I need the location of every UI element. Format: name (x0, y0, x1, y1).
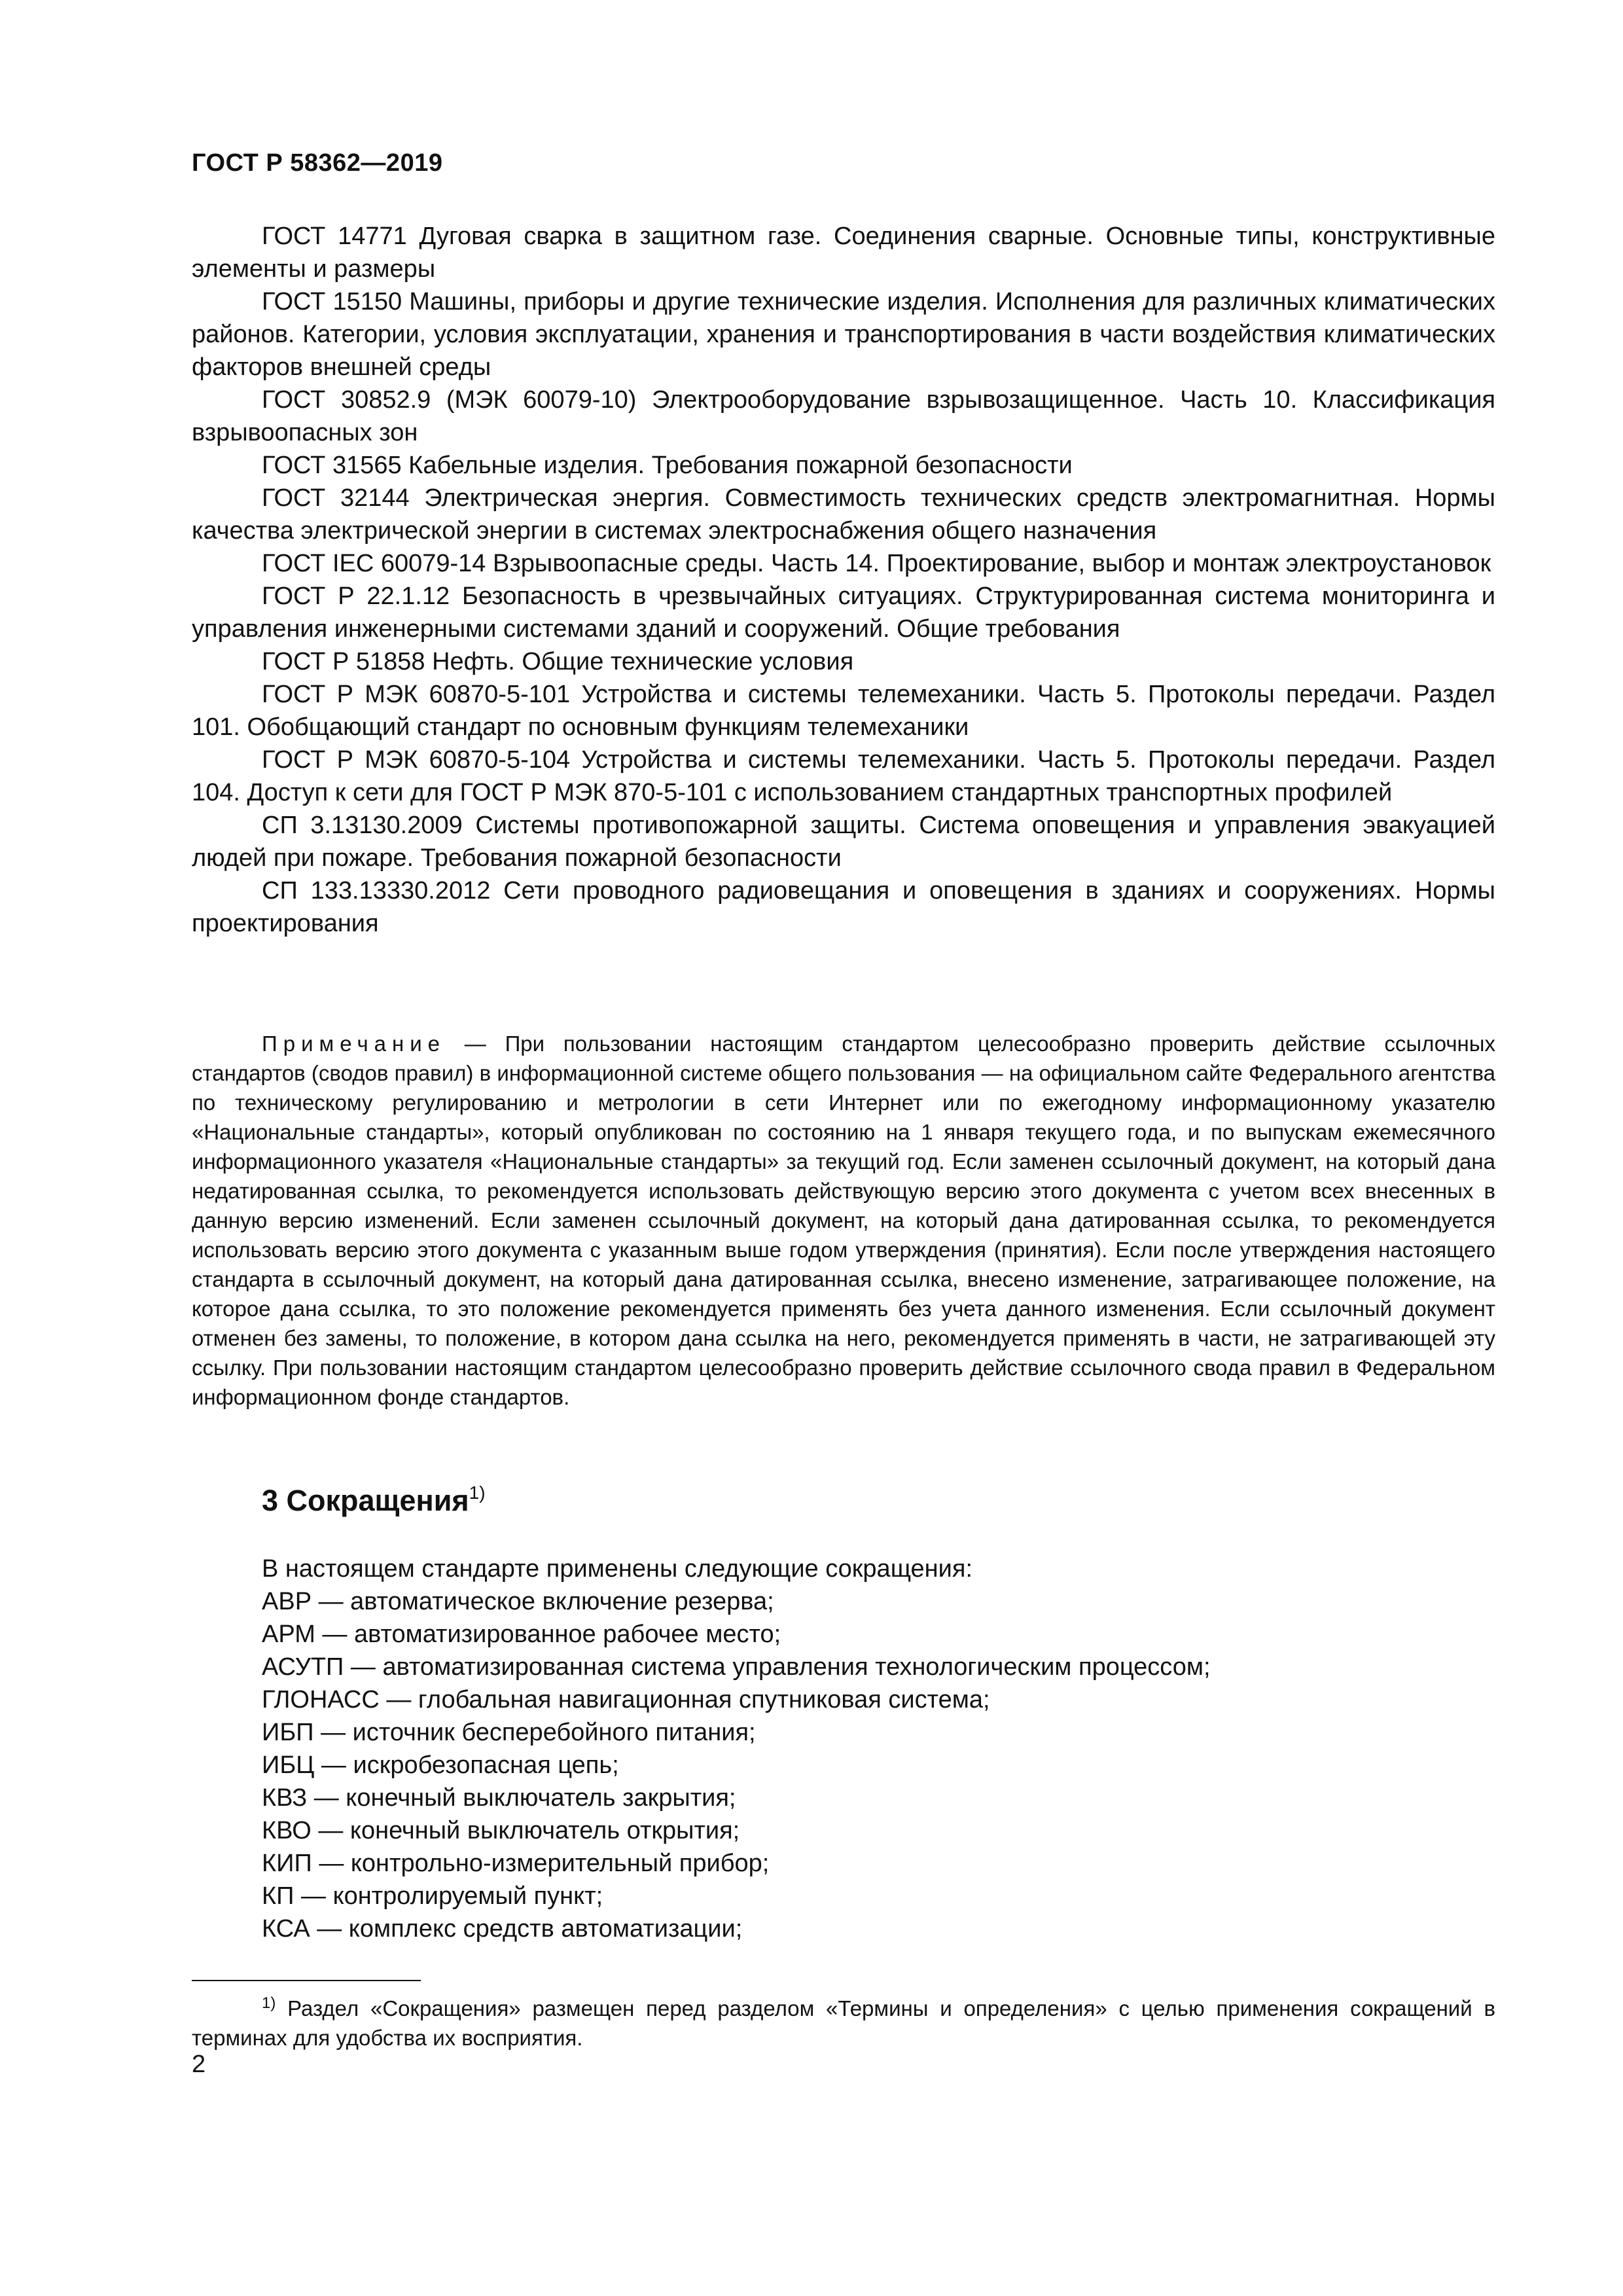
reference-item: СП 133.13330.2012 Сети проводного радиовещания и оповещения в зданиях и сооружениях. Нормы проектирования (192, 877, 1495, 937)
abbreviation-item: ИБП — источник бесперебойного питания; (262, 1719, 756, 1746)
footnote-text: Раздел «Сокращения» размещен перед разделом «Термины и определения» с целью применения сокращений в терминах для удобства их восприятия. (192, 1996, 1495, 2050)
abbreviation-item: АРМ — автоматизированное рабочее место; (262, 1621, 781, 1648)
reference-item: ГОСТ Р 22.1.12 Безопасность в чрезвычайных ситуациях. Структурированная система мониторинга и управления инженерными системами зданий и сооружений. Общие требования (192, 583, 1495, 643)
reference-item: ГОСТ 32144 Электрическая энергия. Совместимость технических средств электромагнитная. Нормы качества электрической энергии в системах электроснабжения общего назначения (192, 484, 1495, 545)
abbreviation-item: КВО — конечный выключатель открытия; (262, 1817, 740, 1844)
footnote-divider (192, 1980, 421, 1981)
abbreviations-list (262, 1585, 1211, 1945)
note-paragraph (192, 1029, 1495, 1412)
normative-references-list (192, 220, 1495, 940)
reference-item: ГОСТ 30852.9 (МЭК 60079-10) Электрооборудование взрывозащищенное. Часть 10. Классификация взрывоопасных зон (192, 386, 1495, 446)
reference-item: СП 3.13130.2009 Системы противопожарной защиты. Система оповещения и управления эвакуацией людей при пожаре. Требования пожарной безопасности (192, 812, 1495, 872)
abbreviation-item: КИП — контрольно-измерительный прибор; (262, 1850, 770, 1877)
footnote-mark: 1) (262, 1994, 276, 2012)
document-header: ГОСТ Р 58362—2019 (192, 149, 443, 177)
reference-item: ГОСТ Р 51858 Нефть. Общие технические условия (262, 648, 854, 675)
abbreviation-item: ИБЦ — искробезопасная цепь; (262, 1751, 619, 1779)
page-number: 2 (192, 2051, 206, 2078)
abbreviation-item: КП — контролируемый пункт; (262, 1882, 603, 1910)
reference-item: ГОСТ IEC 60079-14 Взрывоопасные среды. Часть 14. Проектирование, выбор и монтаж электроустановок (262, 550, 1491, 577)
section-title (262, 1482, 486, 1518)
abbreviations-intro: В настоящем стандарте применены следующие сокращения: (262, 1555, 973, 1583)
reference-item: ГОСТ 15150 Машины, приборы и другие технические изделия. Исполнения для различных климатических районов. Категории, условия эксплуатации, хранения и транспортирования в части воздействия климатических факторов внешней среды (192, 288, 1495, 381)
abbreviation-item: АВР — автоматическое включение резерва; (262, 1588, 774, 1615)
note-text: — При пользовании настоящим стандартом целесообразно проверить действие ссылочных стандартов (сводов правил) в информационной системе общего пользования — на официальном сайте Федерального агентства по техническому регулированию и метрологии в сети Интернет или по ежегодному информационному указателю «Национальные стандарты», который опубликован по состоянию на 1 января текущего года, и по выпускам ежемесячного информационного указателя «Национальные стандарты» за текущий год. Если заменен ссылочный документ, на который дана недатированная ссылка, то рекомендуется использовать действующую версию этого документа с учетом всех внесенных в данную версию изменений. Если заменен ссылочный документ, на который дана датированная ссылка, то рекомендуется использовать версию этого документа с указанным выше годом утверждения (принятия). Если после утверждения настоящего стандарта в ссылочный документ, на который дана датированная ссылка, внесено изменение, затрагивающее положение, на которое дана ссылка, то это положение рекомендуется применять без учета данного изменения. Если ссылочный документ отменен без замены, то положение, в котором дана ссылка на него, рекомендуется применять в части, не затрагивающей эту ссылку. При пользовании настоящим стандартом целесообразно проверить действие ссылочного свода правил в Федеральном информационном фонде стандартов. (192, 1031, 1495, 1409)
reference-item: ГОСТ 14771 Дуговая сварка в защитном газе. Соединения сварные. Основные типы, конструктивные элементы и размеры (192, 223, 1495, 283)
reference-item: ГОСТ 31565 Кабельные изделия. Требования пожарной безопасности (262, 452, 1073, 479)
footnote (192, 1988, 1495, 2053)
abbreviation-item: ГЛОНАСС — глобальная навигационная спутниковая система; (262, 1686, 990, 1713)
abbreviation-item: АСУТП — автоматизированная система управления технологическим процессом; (262, 1653, 1211, 1681)
section-title-text: 3 Сокращения (262, 1484, 469, 1517)
abbreviation-item: КВЗ — конечный выключатель закрытия; (262, 1784, 736, 1812)
footnote-reference[interactable]: 1) (469, 1482, 486, 1503)
abbreviation-item: КСА — комплекс средств автоматизации; (262, 1915, 743, 1943)
reference-item: ГОСТ Р МЭК 60870-5-101 Устройства и системы телемеханики. Часть 5. Протоколы передачи. Раздел 101. Обобщающий стандарт по основным функциям телемеханики (192, 681, 1495, 741)
note-label: Примечание (262, 1031, 446, 1056)
reference-item: ГОСТ Р МЭК 60870-5-104 Устройства и системы телемеханики. Часть 5. Протоколы передачи. Раздел 104. Доступ к сети для ГОСТ Р МЭК 870-5-101 с использованием стандартных транспортных профилей (192, 746, 1495, 806)
